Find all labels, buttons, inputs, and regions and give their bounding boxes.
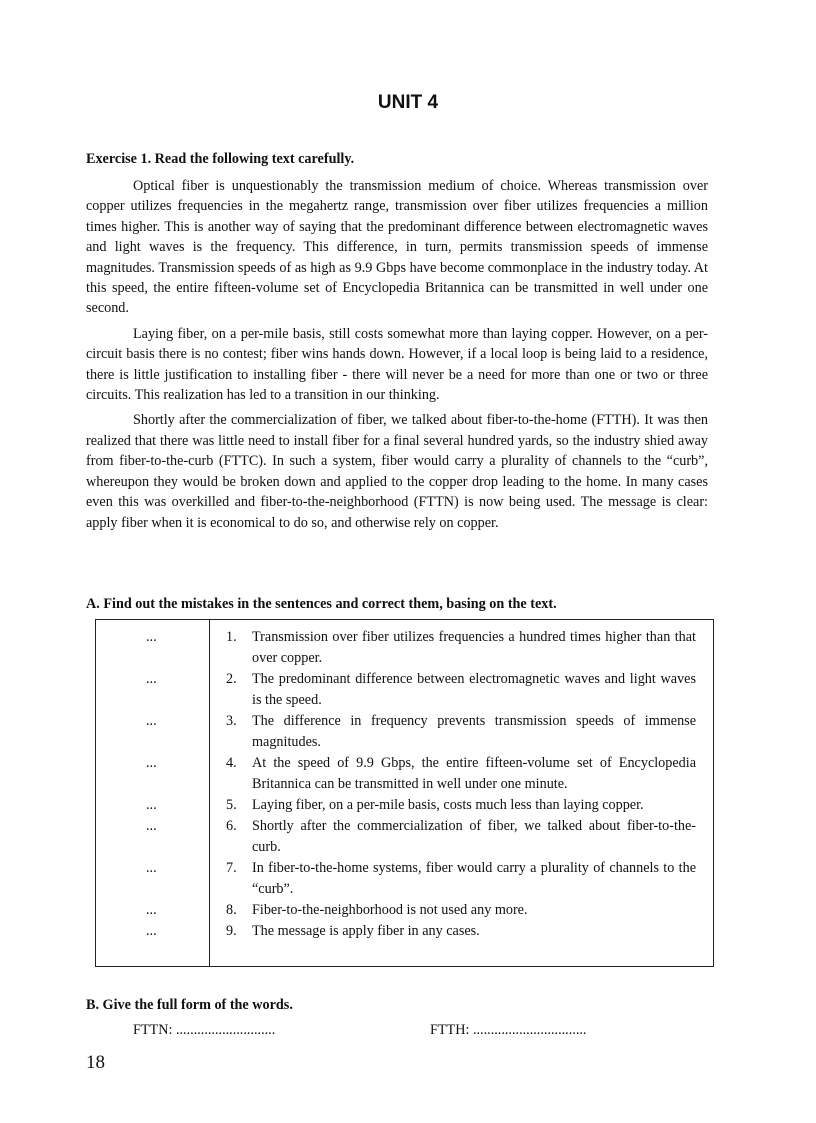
statement-text: The message is apply fiber in any cases.: [252, 923, 480, 939]
paragraph: Shortly after the commercialization of fiber, we talked about fiber-to-the-home (FTTH). It was then realized that there was little need to install fiber for a final several hundred yards, so the industry shied away from fiber-to-the-curb (FTTC). In such a system, fiber would carry a plurality of channels to the “curb”, whereupon they would be broken down and applied to the copper drop leading to the home. In many cases even this was overkilled and fiber-to-the-neighborhood (FTTN) is now being used. The message is clear: apply fiber when it is economical to do so, and otherwise rely on copper.: [86, 412, 708, 531]
answer-blank[interactable]: ...: [146, 755, 157, 771]
statement-row: [96, 816, 713, 858]
mistakes-table: [95, 619, 714, 967]
statement-number: 5.: [226, 797, 237, 813]
answer-blank[interactable]: ...: [146, 923, 157, 939]
unit-title: UNIT 4: [377, 92, 439, 113]
answer-blank[interactable]: ...: [146, 902, 157, 918]
statement-row: [96, 921, 713, 942]
answer-blank[interactable]: ...: [146, 860, 157, 876]
exercise-heading: Exercise 1. Read the following text carefully.: [86, 151, 355, 167]
statement-row: [96, 858, 713, 900]
answer-blank[interactable]: ...: [146, 797, 157, 813]
abbreviation-ftt-h[interactable]: FTTH: ................................: [430, 1022, 587, 1038]
statement-number: 7.: [226, 860, 237, 876]
answer-blank[interactable]: ...: [146, 671, 157, 687]
page-number: 18: [86, 1052, 105, 1073]
answer-blank[interactable]: ...: [146, 629, 157, 645]
reading-passage: [86, 176, 708, 538]
statement-text: In fiber-to-the-home systems, fiber would carry a plurality of channels to the “curb”.: [252, 860, 696, 897]
section-b-heading: B. Give the full form of the words.: [86, 997, 293, 1013]
statement-text: The difference in frequency prevents transmission speeds of immense magnitudes.: [252, 713, 696, 750]
statement-text: At the speed of 9.9 Gbps, the entire fifteen-volume set of Encyclopedia Britannica can be transmitted in well under one minute.: [252, 755, 696, 792]
statement-text: Shortly after the commercialization of fiber, we talked about fiber-to-the-curb.: [252, 818, 696, 855]
statement-row: [96, 669, 713, 711]
statement-row: [96, 627, 713, 669]
statement-number: 1.: [226, 629, 237, 645]
statement-text: The predominant difference between electromagnetic waves and light waves is the speed.: [252, 671, 696, 708]
answer-blank[interactable]: ...: [146, 818, 157, 834]
statement-row: [96, 753, 713, 795]
abbreviation-ftt-n[interactable]: FTTN: ............................: [133, 1022, 276, 1038]
statement-text: Fiber-to-the-neighborhood is not used any more.: [252, 902, 528, 918]
paragraph: Laying fiber, on a per-mile basis, still costs somewhat more than laying copper. However, on a per-circuit basis there is no contest; fiber wins hands down. However, if a local loop is being laid to a residence, there is little justification to installing fiber - there will never be a need for more than one or two or three circuits. This realization has led to a transition in our thinking.: [86, 325, 708, 404]
paragraph: Optical fiber is unquestionably the transmission medium of choice. Whereas transmission over copper utilizes frequencies in the megahertz range, transmission over fiber utilizes frequencies a million times higher. This is another way of saying that the predominant difference between electromagnetic waves and light waves is the frequency. This difference, in turn, permits transmission speeds of immense magnitudes. Transmission speeds of as high as 9.9 Gbps have become commonplace in the industry today. At this speed, the entire fifteen-volume set of Encyclopedia Britannica can be transmitted in well under one second.: [86, 178, 708, 317]
statement-number: 8.: [226, 902, 237, 918]
section-a-heading: A. Find out the mistakes in the sentences and correct them, basing on the text.: [86, 596, 557, 612]
statement-number: 2.: [226, 671, 237, 687]
statement-number: 9.: [226, 923, 237, 939]
statement-row: [96, 900, 713, 921]
statement-text: Laying fiber, on a per-mile basis, costs much less than laying copper.: [252, 797, 644, 813]
statement-row: [96, 711, 713, 753]
statement-number: 6.: [226, 818, 237, 834]
statement-row: [96, 795, 713, 816]
answer-blank[interactable]: ...: [146, 713, 157, 729]
statement-number: 4.: [226, 755, 237, 771]
statement-number: 3.: [226, 713, 237, 729]
statement-text: Transmission over fiber utilizes frequencies a hundred times higher than that over copper.: [252, 629, 696, 666]
